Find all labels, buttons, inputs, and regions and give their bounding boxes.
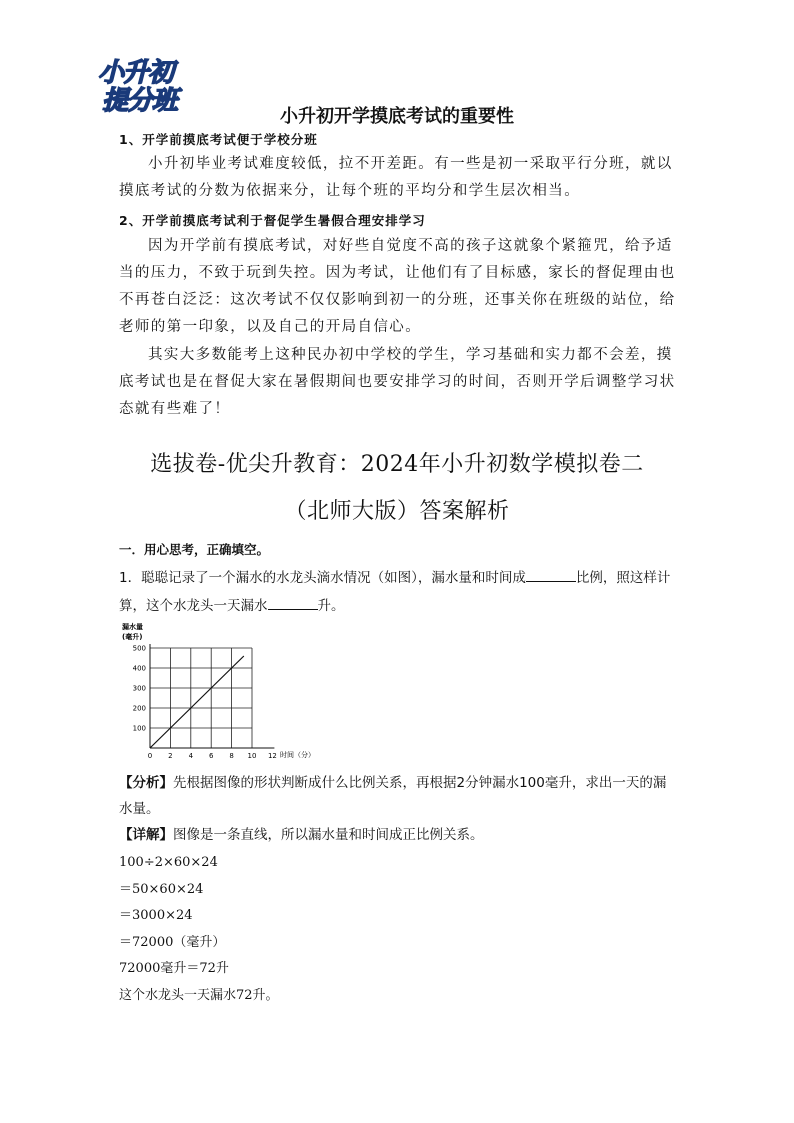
logo-line2: 提分班 [102, 86, 178, 116]
calc-line: ＝72000（毫升） [119, 934, 226, 950]
chart-ylabel-line1: 漏水量 [122, 623, 143, 631]
y-tick-label: 100 [132, 724, 146, 733]
y-tick-label: 300 [132, 684, 146, 693]
chart-xlabel: 时间（分） [280, 751, 315, 759]
intro-paragraph-3: 其实大多数能考上这种民办初中学校的学生，学习基础和实力都不会差，摸底考试也是在督促大家在暑假期间也要安排学习的时间，否则开学后调整学习状态就有些难了！ [119, 347, 676, 417]
chart-series [150, 656, 244, 748]
intro-title: 小升初开学摸底考试的重要性 [280, 106, 514, 127]
calculation-lines [119, 850, 279, 1009]
x-tick-label: 4 [188, 752, 194, 760]
y-tick-label: 400 [132, 664, 146, 673]
series-line [150, 656, 244, 748]
section1-heading: 1、开学前摸底考试便于学校分班 [119, 132, 318, 147]
x-tick-label: 12 [267, 752, 277, 760]
chart-ticks [133, 645, 277, 761]
calc-line: 72000毫升＝72升 [119, 961, 229, 976]
exam-title-line1: 选拔卷-优尖升教育：2024年小升初数学模拟卷二 [150, 452, 644, 477]
logo-line1: 小升初 [98, 58, 174, 88]
x-tick-label: 0 [147, 752, 153, 760]
x-tick-label: 2 [168, 752, 173, 760]
calc-line: ＝3000×24 [119, 908, 193, 923]
exam-title-line2: （北师大版）答案解析 [284, 499, 510, 524]
answer-blank-2 [268, 595, 318, 610]
intro-paragraph-1: 小升初毕业考试难度较低，拉不开差距。有一些是初一采取平行分班，就以摸底考试的分数为依据来分，让每个班的平均分和学生层次相当。 [119, 156, 673, 199]
intro-paragraph-2: 因为开学前有摸底考试，对好些自觉度不高的孩子这就象个紧箍咒，给予适当的压力，不致于玩到失控。因为考试，让他们有了目标感，家长的督促理由也不再苍白泛泛：这次考试不仅仅影响到初一的分班，还事关你在班级的站位，给老师的第一印象，以及自己的开局自信心。 [119, 238, 676, 335]
question-1: 1．聪聪记录了一个漏水的水龙头滴水情况（如图），漏水量和时间成 比例，照这样计算，这个水龙头一天漏水 升。 [119, 564, 684, 620]
detail: 【详解】图像是一条直线，所以漏水量和时间成正比例关系。 [119, 827, 484, 843]
y-tick-label: 500 [132, 644, 146, 653]
calc-line: 这个水龙头一天漏水72升。 [119, 987, 279, 1003]
analysis: 【分析】先根据图像的形状判断成什么比例关系，再根据2分钟漏水100毫升，求出一天的漏水量。 [119, 775, 667, 817]
chart-axes [150, 644, 274, 748]
calc-line: 100÷2×60×24 [119, 855, 218, 870]
y-tick-label: 200 [132, 704, 146, 713]
leak-chart [116, 618, 315, 766]
section2-heading: 2、开学前摸底考试利于督促学生暑假合理安排学习 [119, 213, 426, 228]
part-heading: 一．用心思考，正确填空。 [119, 542, 270, 557]
x-tick-label: 10 [247, 752, 257, 760]
chart-ylabel-line2: (毫升) [122, 633, 143, 641]
leak-chart-svg [116, 618, 315, 766]
x-tick-label: 8 [229, 752, 234, 760]
answer-blank-1 [526, 567, 576, 582]
x-tick-label: 6 [208, 752, 214, 760]
calc-line: ＝50×60×24 [119, 881, 204, 897]
